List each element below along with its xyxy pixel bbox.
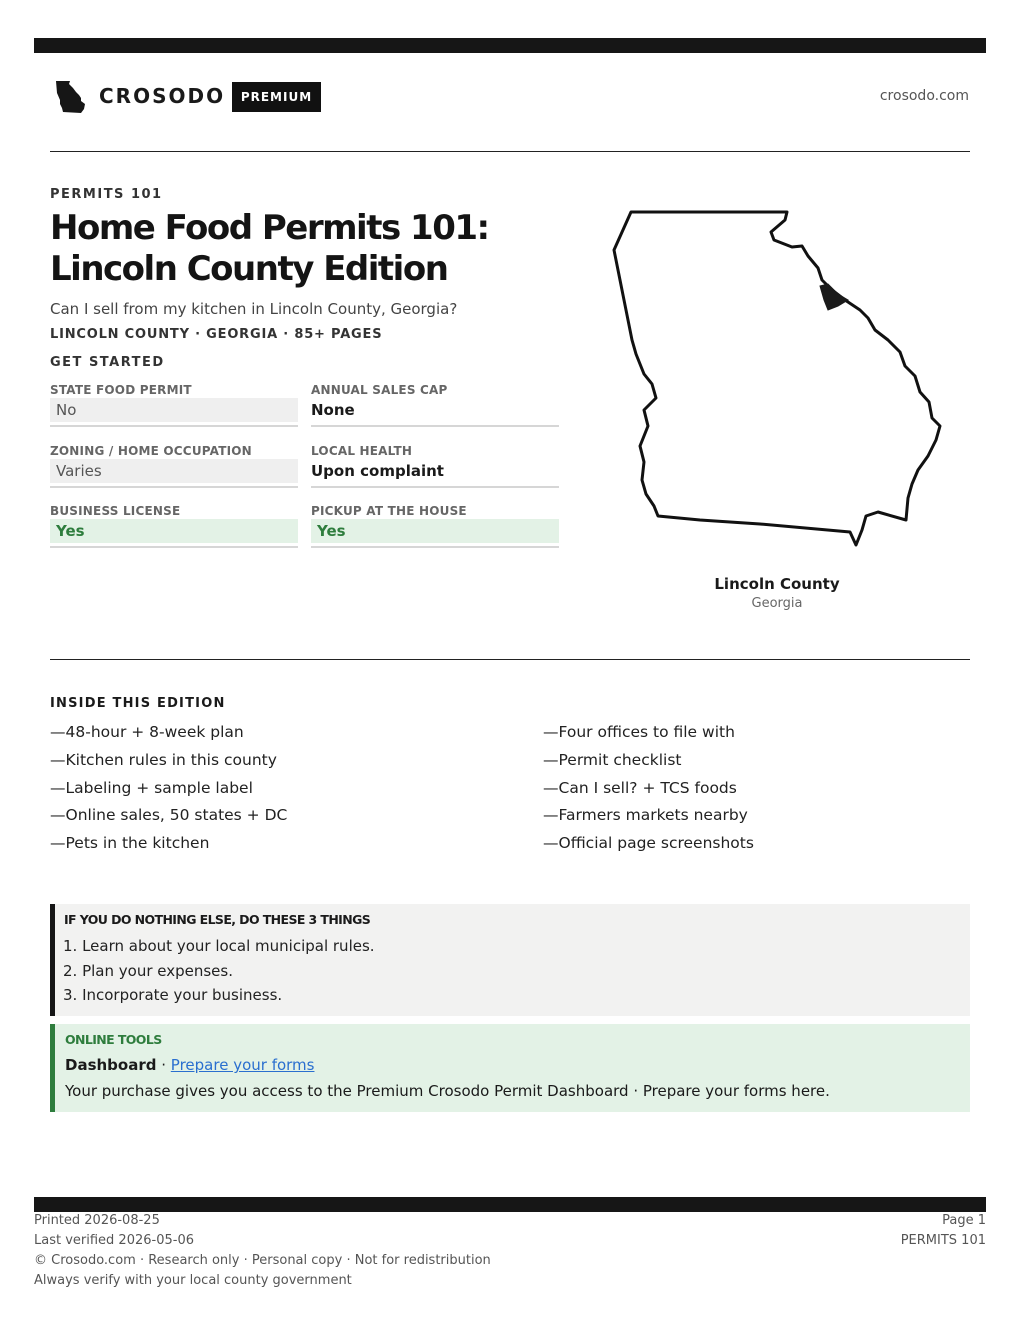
- verified-date: Last verified 2026-05-06: [34, 1233, 194, 1248]
- fact-underline: [311, 425, 559, 427]
- fact-state-food-permit: [50, 383, 298, 435]
- section-eyebrow: PERMITS 101: [50, 187, 163, 202]
- dashboard-line: [65, 1056, 314, 1074]
- georgia-state-silhouette-icon: [54, 80, 88, 114]
- separator: ·: [156, 1056, 171, 1074]
- list-item: —Can I sell? + TCS foods: [543, 778, 737, 797]
- fact-value: None: [311, 401, 355, 419]
- three-things-callout: [50, 904, 970, 1016]
- callout-list: [63, 934, 375, 1008]
- list-item: —Farmers markets nearby: [543, 806, 748, 825]
- fact-value: Yes: [50, 519, 298, 543]
- edition-meta: LINCOLN COUNTY · GEORGIA · 85+ PAGES: [50, 327, 383, 342]
- footer-section: PERMITS 101: [900, 1233, 986, 1248]
- fact-label: STATE FOOD PERMIT: [50, 383, 192, 397]
- page-title: Home Food Permits 101: Lincoln County Edition: [50, 208, 489, 289]
- fact-underline: [50, 425, 298, 427]
- callout-item: 1. Learn about your local municipal rules.: [63, 937, 375, 955]
- fact-business-license: [50, 504, 298, 556]
- inside-list-left: [50, 719, 287, 858]
- fact-underline: [50, 486, 298, 488]
- list-item: —Four offices to file with: [543, 723, 735, 741]
- get-started-heading: GET STARTED: [50, 355, 165, 370]
- premium-badge: PREMIUM: [232, 82, 321, 112]
- top-bar: [34, 38, 986, 53]
- list-item: —Kitchen rules in this county: [50, 750, 277, 769]
- fact-label: LOCAL HEALTH: [311, 444, 413, 458]
- dashboard-description: Your purchase gives you access to the Premium Crosodo Permit Dashboard · Prepare your forms here.: [65, 1082, 830, 1100]
- fact-annual-sales-cap: [311, 383, 559, 435]
- list-item: —Pets in the kitchen: [50, 834, 210, 853]
- fact-local-health: [311, 444, 559, 496]
- online-tools-heading: ONLINE TOOLS: [65, 1032, 162, 1047]
- fact-underline: [50, 546, 298, 548]
- bottom-bar: [34, 1197, 986, 1212]
- inside-list-right: [543, 719, 754, 858]
- footer-left: [34, 1211, 491, 1291]
- dashboard-label: Dashboard: [65, 1056, 157, 1074]
- fact-value: Varies: [50, 459, 298, 483]
- site-url[interactable]: crosodo.com: [879, 88, 969, 104]
- fact-value: Upon complaint: [311, 462, 444, 480]
- fact-underline: [311, 546, 559, 548]
- section-divider: [50, 659, 970, 660]
- list-item: —Labeling + sample label: [50, 778, 253, 797]
- fact-label: PICKUP AT THE HOUSE: [311, 504, 467, 518]
- fact-label: BUSINESS LICENSE: [50, 504, 181, 518]
- brand-name[interactable]: CROSODO: [99, 84, 226, 108]
- fact-label: ZONING / HOME OCCUPATION: [50, 444, 252, 458]
- header-divider: [50, 151, 970, 152]
- page-subtitle: Can I sell from my kitchen in Lincoln County, Georgia?: [50, 300, 458, 318]
- map-county-label: Lincoln County: [714, 575, 840, 593]
- copyright: © Crosodo.com · Research only · Personal copy · Not for redistribution: [34, 1253, 491, 1268]
- fact-zoning: [50, 444, 298, 496]
- map-state-label: Georgia: [751, 596, 803, 611]
- footer-right: [901, 1211, 986, 1251]
- georgia-outline: [614, 212, 940, 545]
- list-item: —48-hour + 8-week plan: [50, 723, 244, 741]
- list-item: —Online sales, 50 states + DC: [50, 806, 288, 825]
- list-item: —Official page screenshots: [543, 834, 754, 853]
- online-tools-box: [50, 1024, 970, 1112]
- georgia-county-map: [605, 205, 950, 555]
- disclaimer: Always verify with your local county government: [34, 1273, 352, 1288]
- fact-label: ANNUAL SALES CAP: [311, 383, 448, 397]
- fact-value: No: [50, 398, 298, 422]
- fact-pickup-at-house: [311, 504, 559, 556]
- callout-item: 2. Plan your expenses.: [63, 961, 233, 980]
- fact-value: Yes: [311, 519, 559, 543]
- list-item: —Permit checklist: [543, 750, 682, 769]
- prepare-forms-link[interactable]: Prepare your forms: [170, 1056, 315, 1074]
- printed-date: Printed 2026-08-25: [34, 1213, 160, 1228]
- callout-item: 3. Incorporate your business.: [63, 986, 283, 1004]
- fact-underline: [311, 486, 559, 488]
- page-number: Page 1: [942, 1213, 986, 1228]
- callout-heading: IF YOU DO NOTHING ELSE, DO THESE 3 THINGS: [64, 912, 371, 927]
- inside-edition-heading: INSIDE THIS EDITION: [50, 696, 226, 711]
